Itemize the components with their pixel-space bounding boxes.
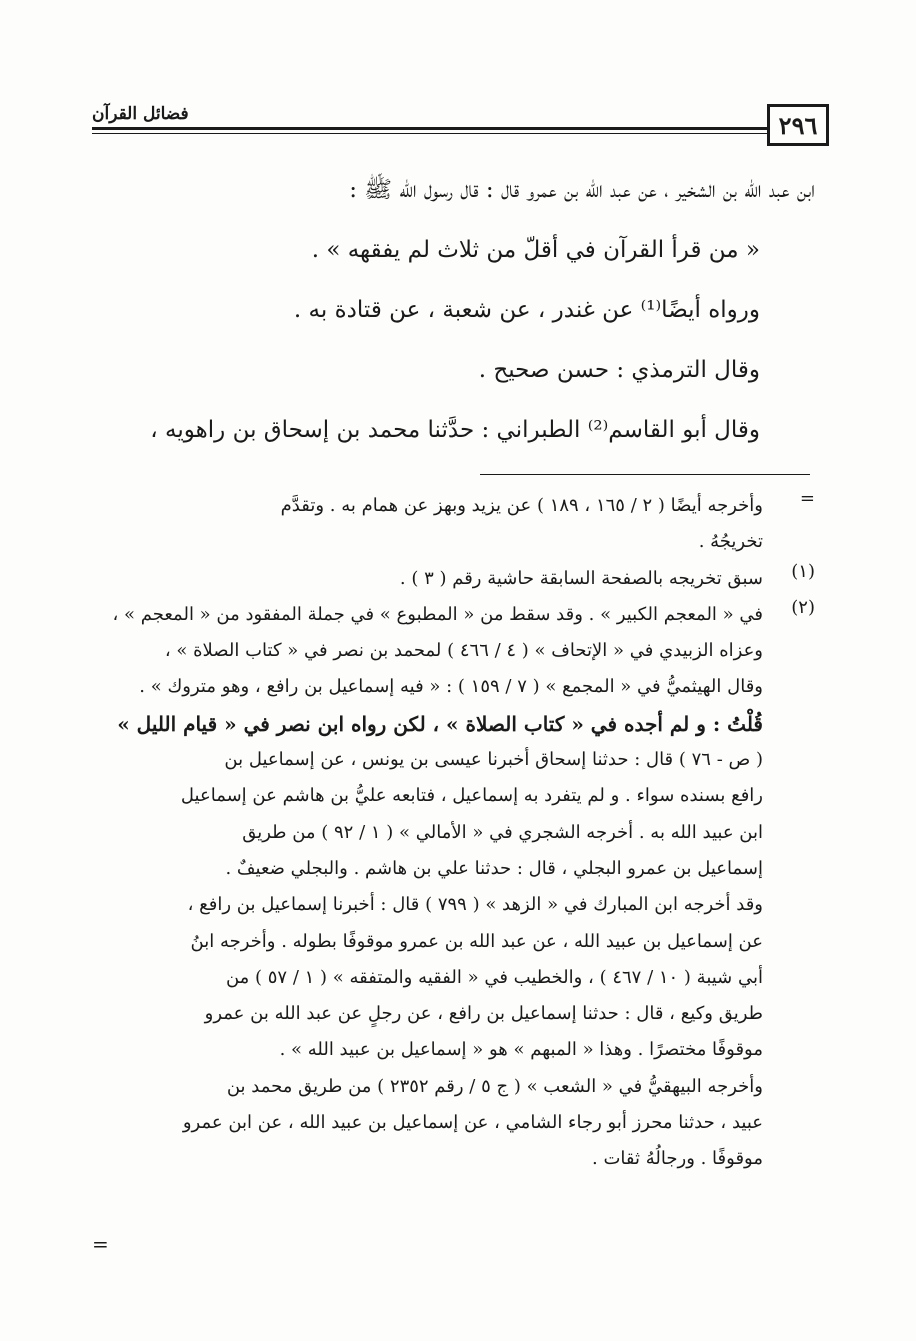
main-line-3: ورواه أيضًا⁽¹⁾ عن غندر ، عن شعبة ، عن قتادة به .	[293, 297, 760, 323]
footnote-line: طريق وكيع ، قال : حدثنا إسماعيل بن رافع ، عن رجلٍ عن عبد الله بن عمرو	[204, 1003, 763, 1025]
footnote-line: موقوفًا مختصرًا . وهذا « المبهم » هو « إسماعيل بن عبيد الله » .	[279, 1039, 763, 1061]
main-line-4: وقال الترمذي : حسن صحيح .	[478, 357, 760, 383]
page-number: ٢٩٦	[767, 104, 829, 146]
main-line-1: ابن عبد الله بن الشخير ، عن عبد الله بن عمرو قال : قال رسول الله ﷺ :	[349, 177, 815, 203]
footnote-line: تخريجُهُ .	[698, 531, 763, 553]
footnote-line: موقوفًا . ورجالُهُ ثقات .	[592, 1148, 763, 1170]
footnote-marker: (٢)	[791, 596, 815, 618]
header-rule-thin	[92, 133, 767, 134]
footnote-line: ( ص - ٧٦ ) قال : حدثنا إسحاق أخبرنا عيسى بن يونس ، عن إسماعيل بن	[224, 749, 763, 771]
footnotes	[95, 488, 815, 1178]
main-line-2: « من قرأ القرآن في أقلّ من ثلاث لم يفقهه » .	[311, 237, 760, 263]
footnote-line: وقال الهيثميُّ في « المجمع » ( ٧ / ١٥٩ ) : « فيه إسماعيل بن رافع ، وهو متروك » .	[139, 676, 763, 698]
footnote-separator	[480, 474, 810, 475]
footnote-marker: =	[799, 488, 815, 509]
footnote-line: في « المعجم الكبير » . وقد سقط من « المطبوع » في جملة المفقود من « المعجم » ،	[112, 603, 763, 625]
footnote-line: ابن عبيد الله به . أخرجه الشجري في « الأمالي » ( ١ / ٩٢ ) من طريق	[242, 821, 763, 843]
footnote-line: وقد أخرجه ابن المبارك في « الزهد » ( ٧٩٩ ) قال : أخبرنا إسماعيل بن رافع ،	[187, 894, 763, 916]
footnote-line: رافع بسنده سواء . و لم يتفرد به إسماعيل ، فتابعه عليُّ بن هاشم عن إسماعيل	[180, 785, 763, 807]
footnote-continuation	[95, 488, 815, 561]
footnote-line: سبق تخريجه بالصفحة السابقة حاشية رقم ( ٣ ) .	[399, 567, 763, 589]
footnote-line: إسماعيل بن عمرو البجلي ، قال : حدثنا علي بن هاشم . والبجلي ضعيفٌ .	[225, 857, 763, 879]
continues-marker: =	[92, 1232, 109, 1256]
footnote-line: وعزاه الزبيدي في « الإتحاف » ( ٤ / ٤٦٦ ) لمحمد بن نصر في « كتاب الصلاة » ،	[164, 640, 763, 662]
main-line-5: وقال أبو القاسم⁽²⁾ الطبراني : حدَّثنا محمد بن إسحاق بن راهويه ،	[150, 417, 760, 443]
footnote-line: عبيد ، حدثنا محرز أبو رجاء الشامي ، عن إسماعيل بن عبيد الله ، عن ابن عمرو	[182, 1112, 763, 1134]
footnote-1	[95, 561, 815, 597]
footnote-line: وأخرجه أيضًا ( ٢ / ١٦٥ ، ١٨٩ ) عن يزيد وبهز عن همام به . وتقدَّم	[280, 495, 763, 516]
footnote-line: عن إسماعيل بن عبيد الله ، عن عبد الله بن عمرو موقوفًا بطوله . وأخرجه ابنُ	[190, 930, 763, 952]
footnote-marker: (١)	[791, 560, 815, 582]
footnote-2	[95, 597, 815, 1178]
footnote-line: أبي شيبة ( ١٠ / ٤٦٧ ) ، والخطيب في « الفقيه والمتفقه » ( ١ / ٥٧ ) من	[225, 966, 763, 988]
main-text	[95, 160, 815, 460]
header-rule	[92, 127, 767, 130]
footnote-line: قُلْتُ : و لم أجده في « كتاب الصلاة » ، لكن رواه ابن نصر في « قيام الليل »	[117, 711, 763, 736]
footnote-line: وأخرجه البيهقيُّ في « الشعب » ( ج ٥ / رقم ٢٣٥٢ ) من طريق محمد بن	[226, 1075, 763, 1097]
running-title: فضائل القرآن	[92, 104, 189, 124]
